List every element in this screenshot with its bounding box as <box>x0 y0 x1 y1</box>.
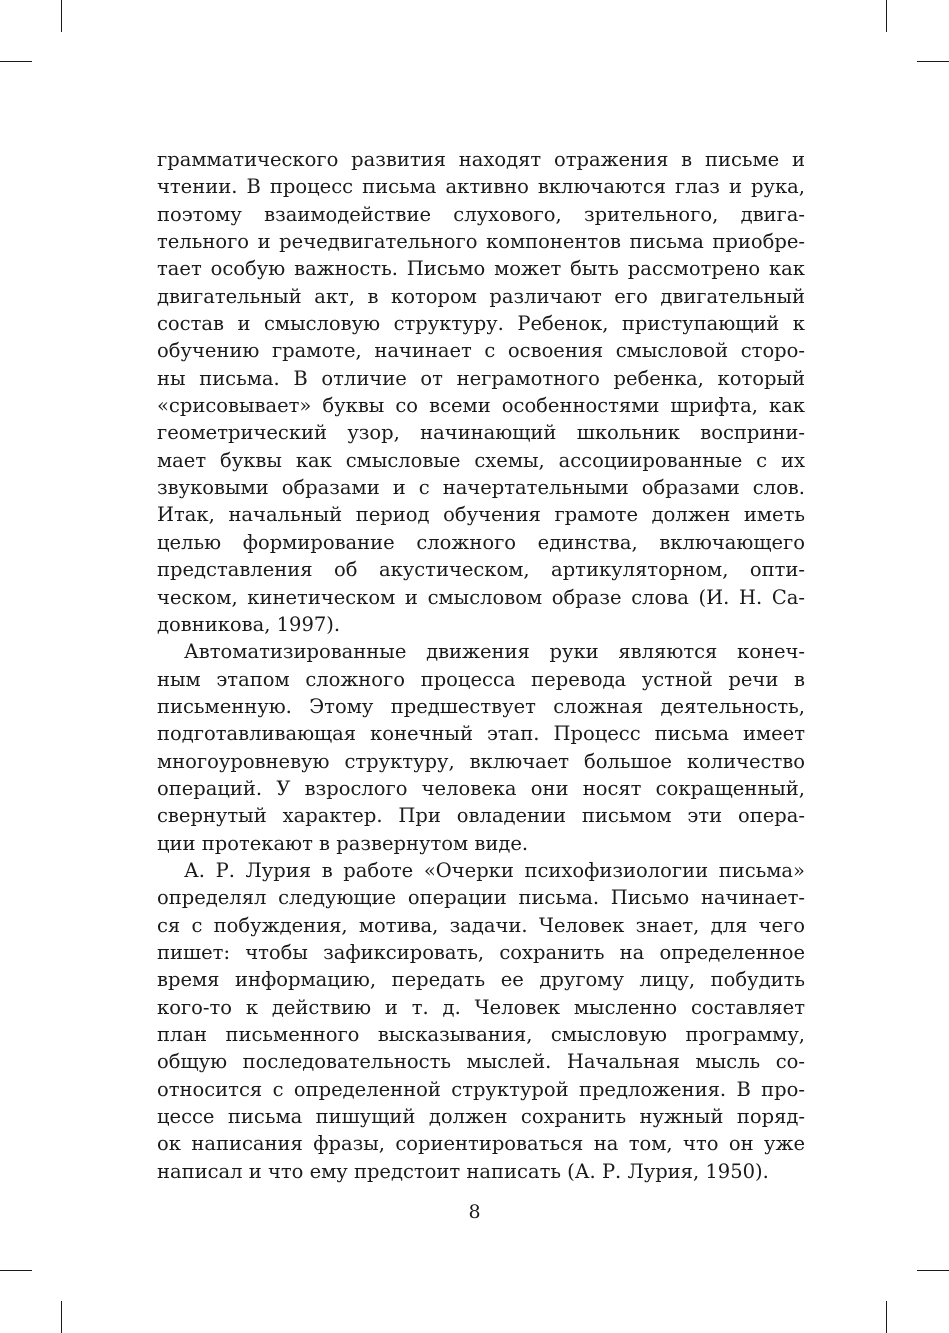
text-line: целью формирование сложного единства, включающего <box>157 530 805 554</box>
text-line: двигательный акт, в котором различают его двигательный <box>157 284 805 308</box>
crop-mark-bottom-right-horizontal <box>917 1270 949 1271</box>
text-line: цессе письма пишущий должен сохранить нужный поряд- <box>157 1105 805 1129</box>
crop-mark-top-right-vertical <box>886 0 887 32</box>
text-line: ок написания фразы, сориентироваться на том, что он уже <box>157 1132 805 1156</box>
text-line: многоуровневую структуру, включает большое количество <box>157 749 805 773</box>
text-line: геометрический узор, начинающий школьник восприни- <box>157 421 805 445</box>
body-text <box>157 146 805 1185</box>
crop-mark-bottom-left-horizontal <box>0 1270 32 1271</box>
text-line: ся с побуждения, мотива, задачи. Человек знает, для чего <box>157 913 805 937</box>
text-line: время информацию, передать ее другому лицу, побудить <box>157 968 805 992</box>
crop-mark-bottom-left-vertical <box>61 1301 62 1333</box>
text-line: представления об акустическом, артикуляторном, опти- <box>157 558 805 582</box>
text-line: свернутый характер. При овладении письмом эти опера- <box>157 804 805 828</box>
crop-mark-top-left-horizontal <box>0 61 32 62</box>
text-line: написал и что ему предстоит написать (А. Р. Лурия, 1950). <box>157 1159 769 1183</box>
text-line: ции протекают в развернутом виде. <box>157 831 529 855</box>
text-line: относится с определенной структурой предложения. В про- <box>157 1077 805 1101</box>
text-line: подготавливающая конечный этап. Процесс письма имеет <box>157 722 805 746</box>
crop-mark-top-left-vertical <box>61 0 62 32</box>
text-line: ческом, кинетическом и смысловом образе слова (И. Н. Са- <box>157 585 805 609</box>
text-line: операций. У взрослого человека они носят сокращенный, <box>157 776 805 800</box>
text-line: Автоматизированные движения руки являются конеч- <box>184 640 805 664</box>
text-line: состав и смысловую структуру. Ребенок, приступающий к <box>157 312 805 336</box>
text-line: чтении. В процесс письма активно включаются глаз и рука, <box>157 175 805 199</box>
text-line: довникова, 1997). <box>157 612 341 636</box>
text-line: пишет: чтобы зафиксировать, сохранить на определенное <box>157 940 805 964</box>
text-line: А. Р. Лурия в работе «Очерки психофизиологии письма» <box>184 858 805 882</box>
page-number: 8 <box>468 1201 481 1223</box>
text-line: определял следующие операции письма. Письмо начинает- <box>157 886 805 910</box>
text-line: ны письма. В отличие от неграмотного ребенка, который <box>157 366 805 390</box>
text-line: мает буквы как смысловые схемы, ассоциированные с их <box>157 448 805 472</box>
text-line: кого-то к действию и т. д. Человек мысленно составляет <box>157 995 805 1019</box>
text-line: общую последовательность мыслей. Начальная мысль со- <box>157 1050 805 1074</box>
text-line: тает особую важность. Письмо может быть рассмотрено как <box>157 257 805 281</box>
text-line: «срисовывает» буквы со всеми особенностями шрифта, как <box>157 394 805 418</box>
crop-mark-top-right-horizontal <box>917 61 949 62</box>
text-line: обучению грамоте, начинает с освоения смысловой сторо- <box>157 339 805 363</box>
text-line: письменную. Этому предшествует сложная деятельность, <box>157 694 805 718</box>
text-line: план письменного высказывания, смысловую программу, <box>157 1023 805 1046</box>
text-line: грамматического развития находят отражения в письме и <box>157 148 805 171</box>
text-line: тельного и речедвигательного компонентов письма приобре- <box>157 230 805 254</box>
text-line: ным этапом сложного процесса перевода устной речи в <box>157 667 805 691</box>
text-line: Итак, начальный период обучения грамоте должен иметь <box>157 503 805 527</box>
crop-mark-bottom-right-vertical <box>886 1301 887 1333</box>
text-line: звуковыми образами и с начертательными образами слов. <box>157 476 805 500</box>
text-line: поэтому взаимодействие слухового, зрительного, двига- <box>157 202 805 226</box>
